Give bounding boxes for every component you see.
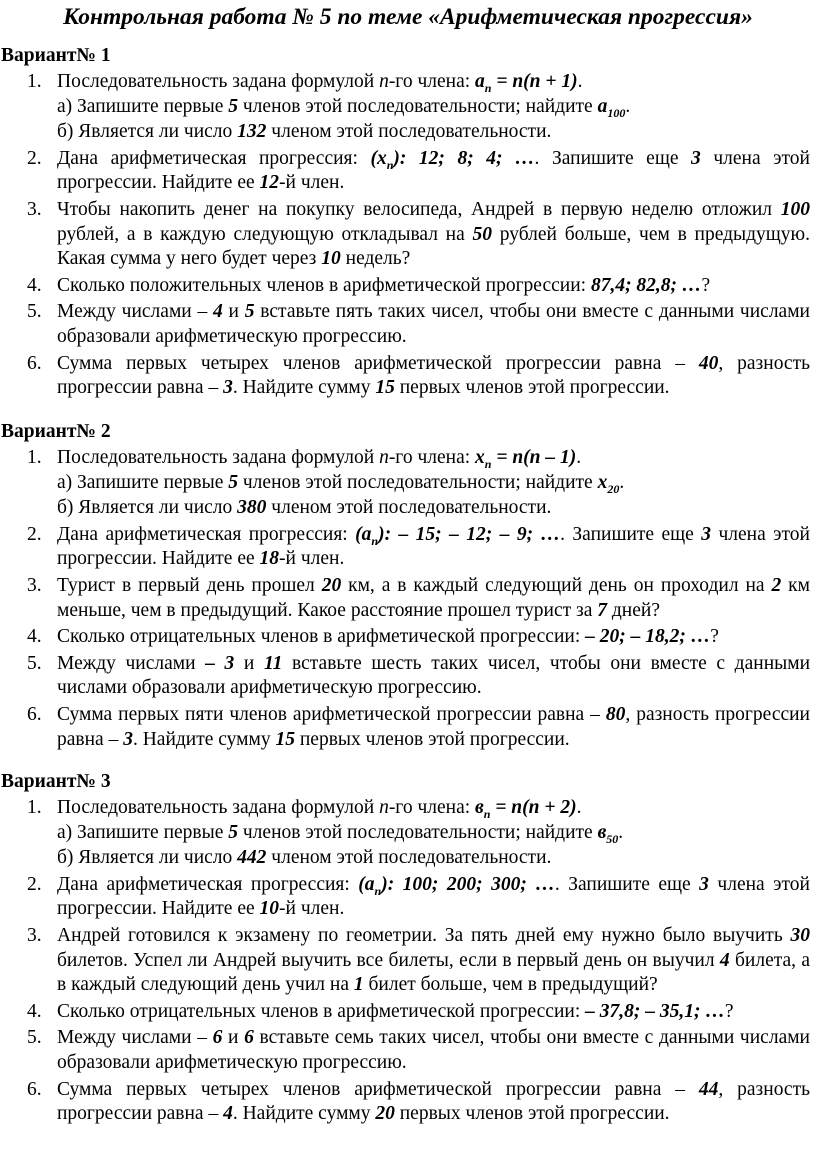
variant-2 xyxy=(0,420,816,754)
task-1-a: а) Запишите первые 5 членов этой последовательности; найдите $в_{50}$. xyxy=(57,821,624,846)
task-5: 5. Между числами – 4 и 5 вставьте пять таких чисел, чтобы они вместе с данными числами образовали арифметическую прогрессию. xyxy=(27,301,810,347)
task-1-a: а) Запишите первые 5 членов этой последовательности; найдите $a_{100}$. xyxy=(57,95,631,120)
task-3: 3. Андрей готовился к экзамену по геометрии. За пять дней ему нужно было выучить 30 билетов. Успел ли Андрей выучить все билеты, если в первый день он выучил 4 билета, а в каждый следующий день учил на 1 билет больше, чем в предыдущий? xyxy=(27,924,810,996)
variant-3 xyxy=(0,770,816,1129)
task-2: 2. Дана арифметическая прогрессия: $(x_n)$: 12; 8; 4; …. Запишите еще 3 члена этой прогрессии. Найдите ее 12-й член. xyxy=(27,147,810,194)
variant-1 xyxy=(0,44,816,403)
task-1: 1. Последовательность задана формулой n-го члена: $a_n = n(n + 1)$. а) Запишите первые 5 членов этой последовательности; найдите $a_{100}$. б) Является ли число 132 членом этой последовательности. xyxy=(0,70,816,145)
task-5: 5. Между числами – 6 и 6 вставьте семь таких чисел, чтобы они вместе с данными числами образовали арифметическую прогрессию. xyxy=(27,1027,810,1073)
task-4: 4. Сколько положительных членов в арифметической прогрессии: 87,4; 82,8; …? xyxy=(27,274,711,296)
task-1: 1. Последовательность задана формулой n-го члена: $x_n = n(n - 1)$. а) Запишите первые 5 членов этой последовательности; найдите $x_{20}$. б) Является ли число 380 членом этой последовательности. xyxy=(0,446,816,521)
task-4: 4. Сколько отрицательных членов в арифметической прогрессии: – 20; – 18,2; …? xyxy=(27,626,719,648)
task-1-b: б) Является ли число 132 членом этой последовательности. xyxy=(57,121,552,143)
variant-heading: Вариант№ 3 xyxy=(1,771,111,792)
task-2: 2. Дана арифметическая прогрессия: $(a_n)$: 100; 200; 300; …. Запишите еще 3 члена этой прогрессии. Найдите ее 10-й член. xyxy=(27,873,810,920)
task-4: 4. Сколько отрицательных членов в арифметической прогрессии: – 37,8; – 35,1; …? xyxy=(27,1000,734,1022)
task-3: 3. Чтобы накопить денег на покупку велосипеда, Андрей в первую неделю отложил 100 рублей, а в каждую следующую откладывал на 50 рублей больше, чем в предыдущую. Какая сумма у него будет через 10 недель? xyxy=(27,198,810,270)
task-6: 6. Сумма первых четырех членов арифметической прогрессии равна – 44, разность прогрессии равна – 4. Найдите сумму 20 первых членов этой прогрессии. xyxy=(27,1078,810,1125)
variant-heading: Вариант№ 1 xyxy=(1,45,111,66)
task-1: 1. Последовательность задана формулой n-го члена: $в_n = n(n + 2)$. а) Запишите первые 5 членов этой последовательности; найдите $в_{50}$. б) Является ли число 442 членом этой последовательности. xyxy=(0,796,816,871)
task-2: 2. Дана арифметическая прогрессия: $(a_n)$: – 15; – 12; – 9; …. Запишите еще 3 члена этой прогрессии. Найдите ее 18-й член. xyxy=(27,523,810,570)
task-5: 5. Между числами – 3 и 11 вставьте шесть таких чисел, чтобы они вместе с данными числами образовали арифметическую прогрессию. xyxy=(27,652,811,699)
task-6: 6. Сумма первых четырех членов арифметической прогрессии равна – 40, разность прогрессии равна – 3. Найдите сумму 15 первых членов этой прогрессии. xyxy=(27,352,810,399)
task-1-b: б) Является ли число 380 членом этой последовательности. xyxy=(57,497,552,519)
task-3: 3. Турист в первый день прошел 20 км, а в каждый следующий день он проходил на 2 км меньше, чем в предыдущий. Какое расстояние прошел турист за 7 дней? xyxy=(27,574,810,621)
task-6: 6. Сумма первых пяти членов арифметической прогрессии равна – 80, разность прогрессии равна – 3. Найдите сумму 15 первых членов этой прогрессии. xyxy=(27,703,810,750)
task-1-a: а) Запишите первые 5 членов этой последовательности; найдите $x_{20}$. xyxy=(57,471,625,496)
page-title: Контрольная работа № 5 по теме «Арифметическая прогрессия» xyxy=(63,4,753,30)
variant-heading: Вариант№ 2 xyxy=(1,421,111,442)
task-1-b: б) Является ли число 442 членом этой последовательности. xyxy=(57,847,552,869)
